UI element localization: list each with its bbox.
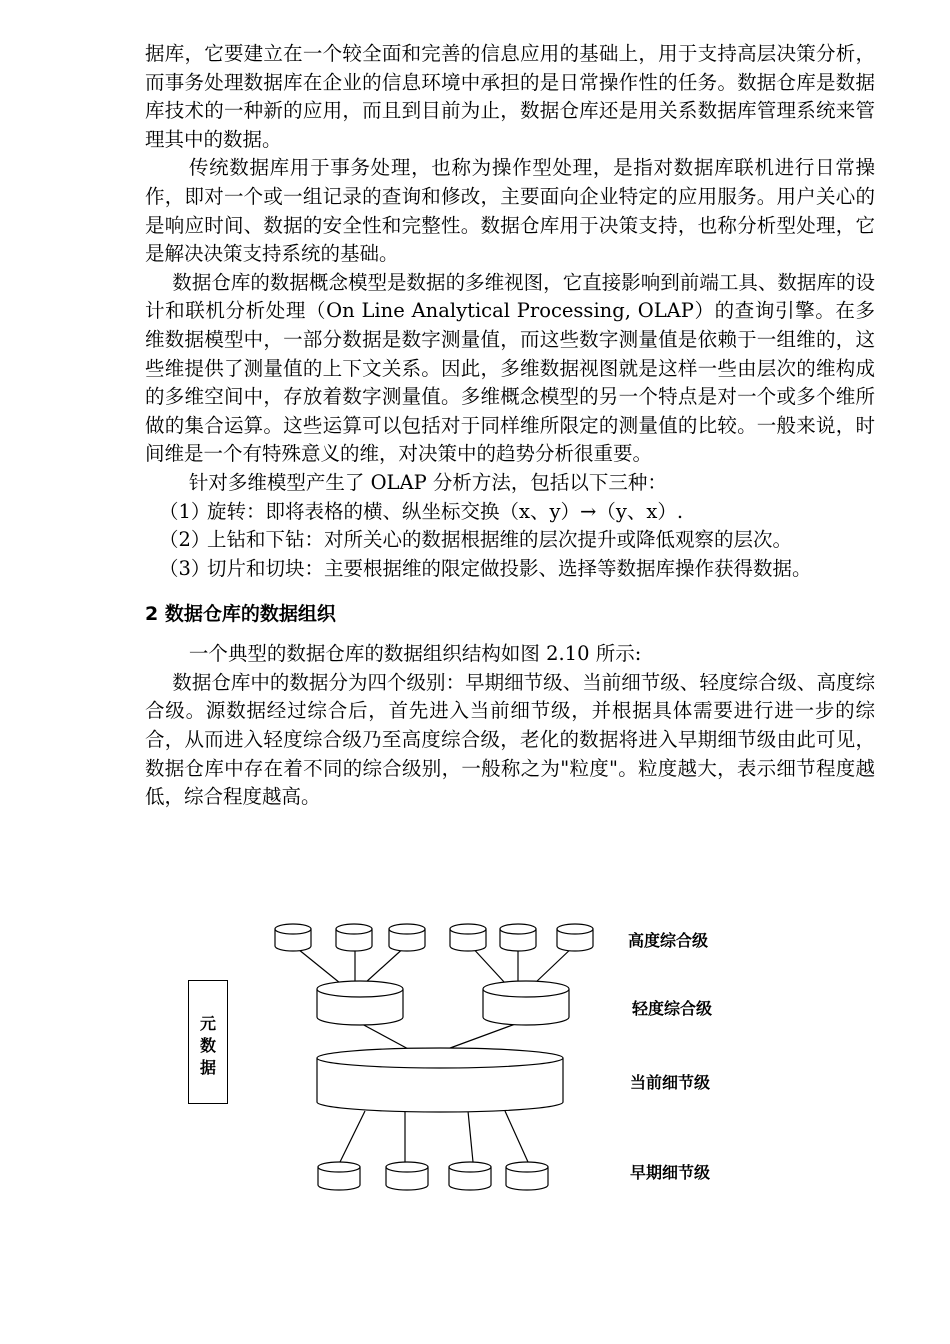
- level-label-current: 当前细节级: [630, 1073, 711, 1092]
- connector-line: [468, 1111, 473, 1162]
- current-detail-db: [317, 1048, 563, 1112]
- high-summary-db-3: [389, 924, 425, 951]
- paragraph-2: 传统数据库用于事务处理，也称为操作型处理，是指对数据库联机进行日常操作，即对一个或一组记录的查询和修改，主要面向企业特定的应用服务。用户关心的是响应时间、数据的安全性和完整性。数据仓库用于决策支持，也称分析型处理，它是解决决策支持系统的基础。: [145, 156, 875, 266]
- level-label-early: 早期细节级: [630, 1163, 711, 1182]
- early-detail-db-2: [386, 1162, 428, 1190]
- connector-line: [442, 1023, 518, 1051]
- early-detail-db-1: [318, 1162, 360, 1190]
- high-summary-db-1: [275, 924, 311, 951]
- list-text: 上钻和下钻：对所关心的数据根据维的层次提升或降低观察的层次。: [207, 528, 793, 552]
- high-summary-db-5: [500, 924, 536, 951]
- list-number: （1）: [159, 499, 211, 523]
- paragraph-3: 数据仓库的数据概念模型是数据的多维视图，它直接影响到前端工具、数据库的设计和联机分析处理（On Line Analytical Processing, OLAP）的查询引擎。在多维数据模型中，一部分数据是数字测量值，而这些数字测量值是依赖于一组维的，这些维提供了测量值的上下文关系。因此，多维数据视图就是这样一些由层次的维构成的多维空间中，存放着数字测量值。多维概念模型的另一个特点是对一个或多个维所做的集合运算。这些运算可以包括对于同样维所限定的测量值的比较。一般来说，时间维是一个有特殊意义的维，对决策中的趋势分析很重要。: [145, 270, 875, 466]
- list-number: （2）: [159, 528, 211, 552]
- level-label-light: 轻度综合级: [632, 999, 713, 1018]
- connector-line: [505, 1111, 528, 1162]
- list-text: 切片和切块：主要根据维的限定做投影、选择等数据库操作获得数据。: [207, 556, 812, 580]
- high-summary-db-6: [557, 924, 593, 951]
- paragraph-6: 数据仓库中的数据分为四个级别：早期细节级、当前细节级、轻度综合级、高度综合级。源数据经过综合后，首先进入当前细节级，并根据具体需要进行进一步的综合，从而进入轻度综合级乃至高度综合级，老化的数据将进入早期细节级由此可见，数据仓库中存在着不同的综合级别，一般称之为"粒度"。粒度越大，表示细节程度越低，综合程度越高。: [145, 670, 875, 809]
- list-item-2: [145, 526, 875, 555]
- early-detail-db-4: [506, 1162, 548, 1190]
- section-heading: 2 数据仓库的数据组织: [145, 603, 336, 626]
- list-item-1: [145, 498, 875, 527]
- paragraph-5: 一个典型的数据仓库的数据组织结构如图 2.10 所示:: [188, 642, 642, 666]
- metadata-text: 元数据: [199, 1014, 216, 1077]
- connector-line: [360, 1023, 412, 1051]
- paragraph-4: 针对多维模型产生了 OLAP 分析方法，包括以下三种：: [188, 470, 667, 494]
- list-text: 旋转：即将表格的横、纵坐标交换（x、y）→（y、x）.: [207, 499, 684, 523]
- light-summary-db-2: [483, 981, 569, 1025]
- metadata-box: [188, 980, 228, 1104]
- connector-line: [340, 1111, 365, 1162]
- light-summary-db-1: [317, 981, 403, 1025]
- high-summary-db-4: [450, 924, 486, 951]
- paragraph-1: 据库，它要建立在一个较全面和完善的信息应用的基础上，用于支持高层决策分析，而事务处理数据库在企业的信息环境中承担的是日常操作性的任务。数据仓库是数据库技术的一种新的应用，而且到目前为止，数据仓库还是用关系数据库管理系统来管理其中的数据。: [145, 42, 875, 151]
- metadata-label: [189, 1013, 227, 1079]
- document-page: [145, 40, 875, 812]
- list-item-3: [145, 555, 875, 584]
- level-label-high: 高度综合级: [628, 931, 709, 950]
- data-organization-diagram: [150, 905, 770, 1205]
- list-number: （3）: [159, 556, 211, 580]
- high-summary-db-2: [336, 924, 372, 951]
- early-detail-db-3: [449, 1162, 491, 1190]
